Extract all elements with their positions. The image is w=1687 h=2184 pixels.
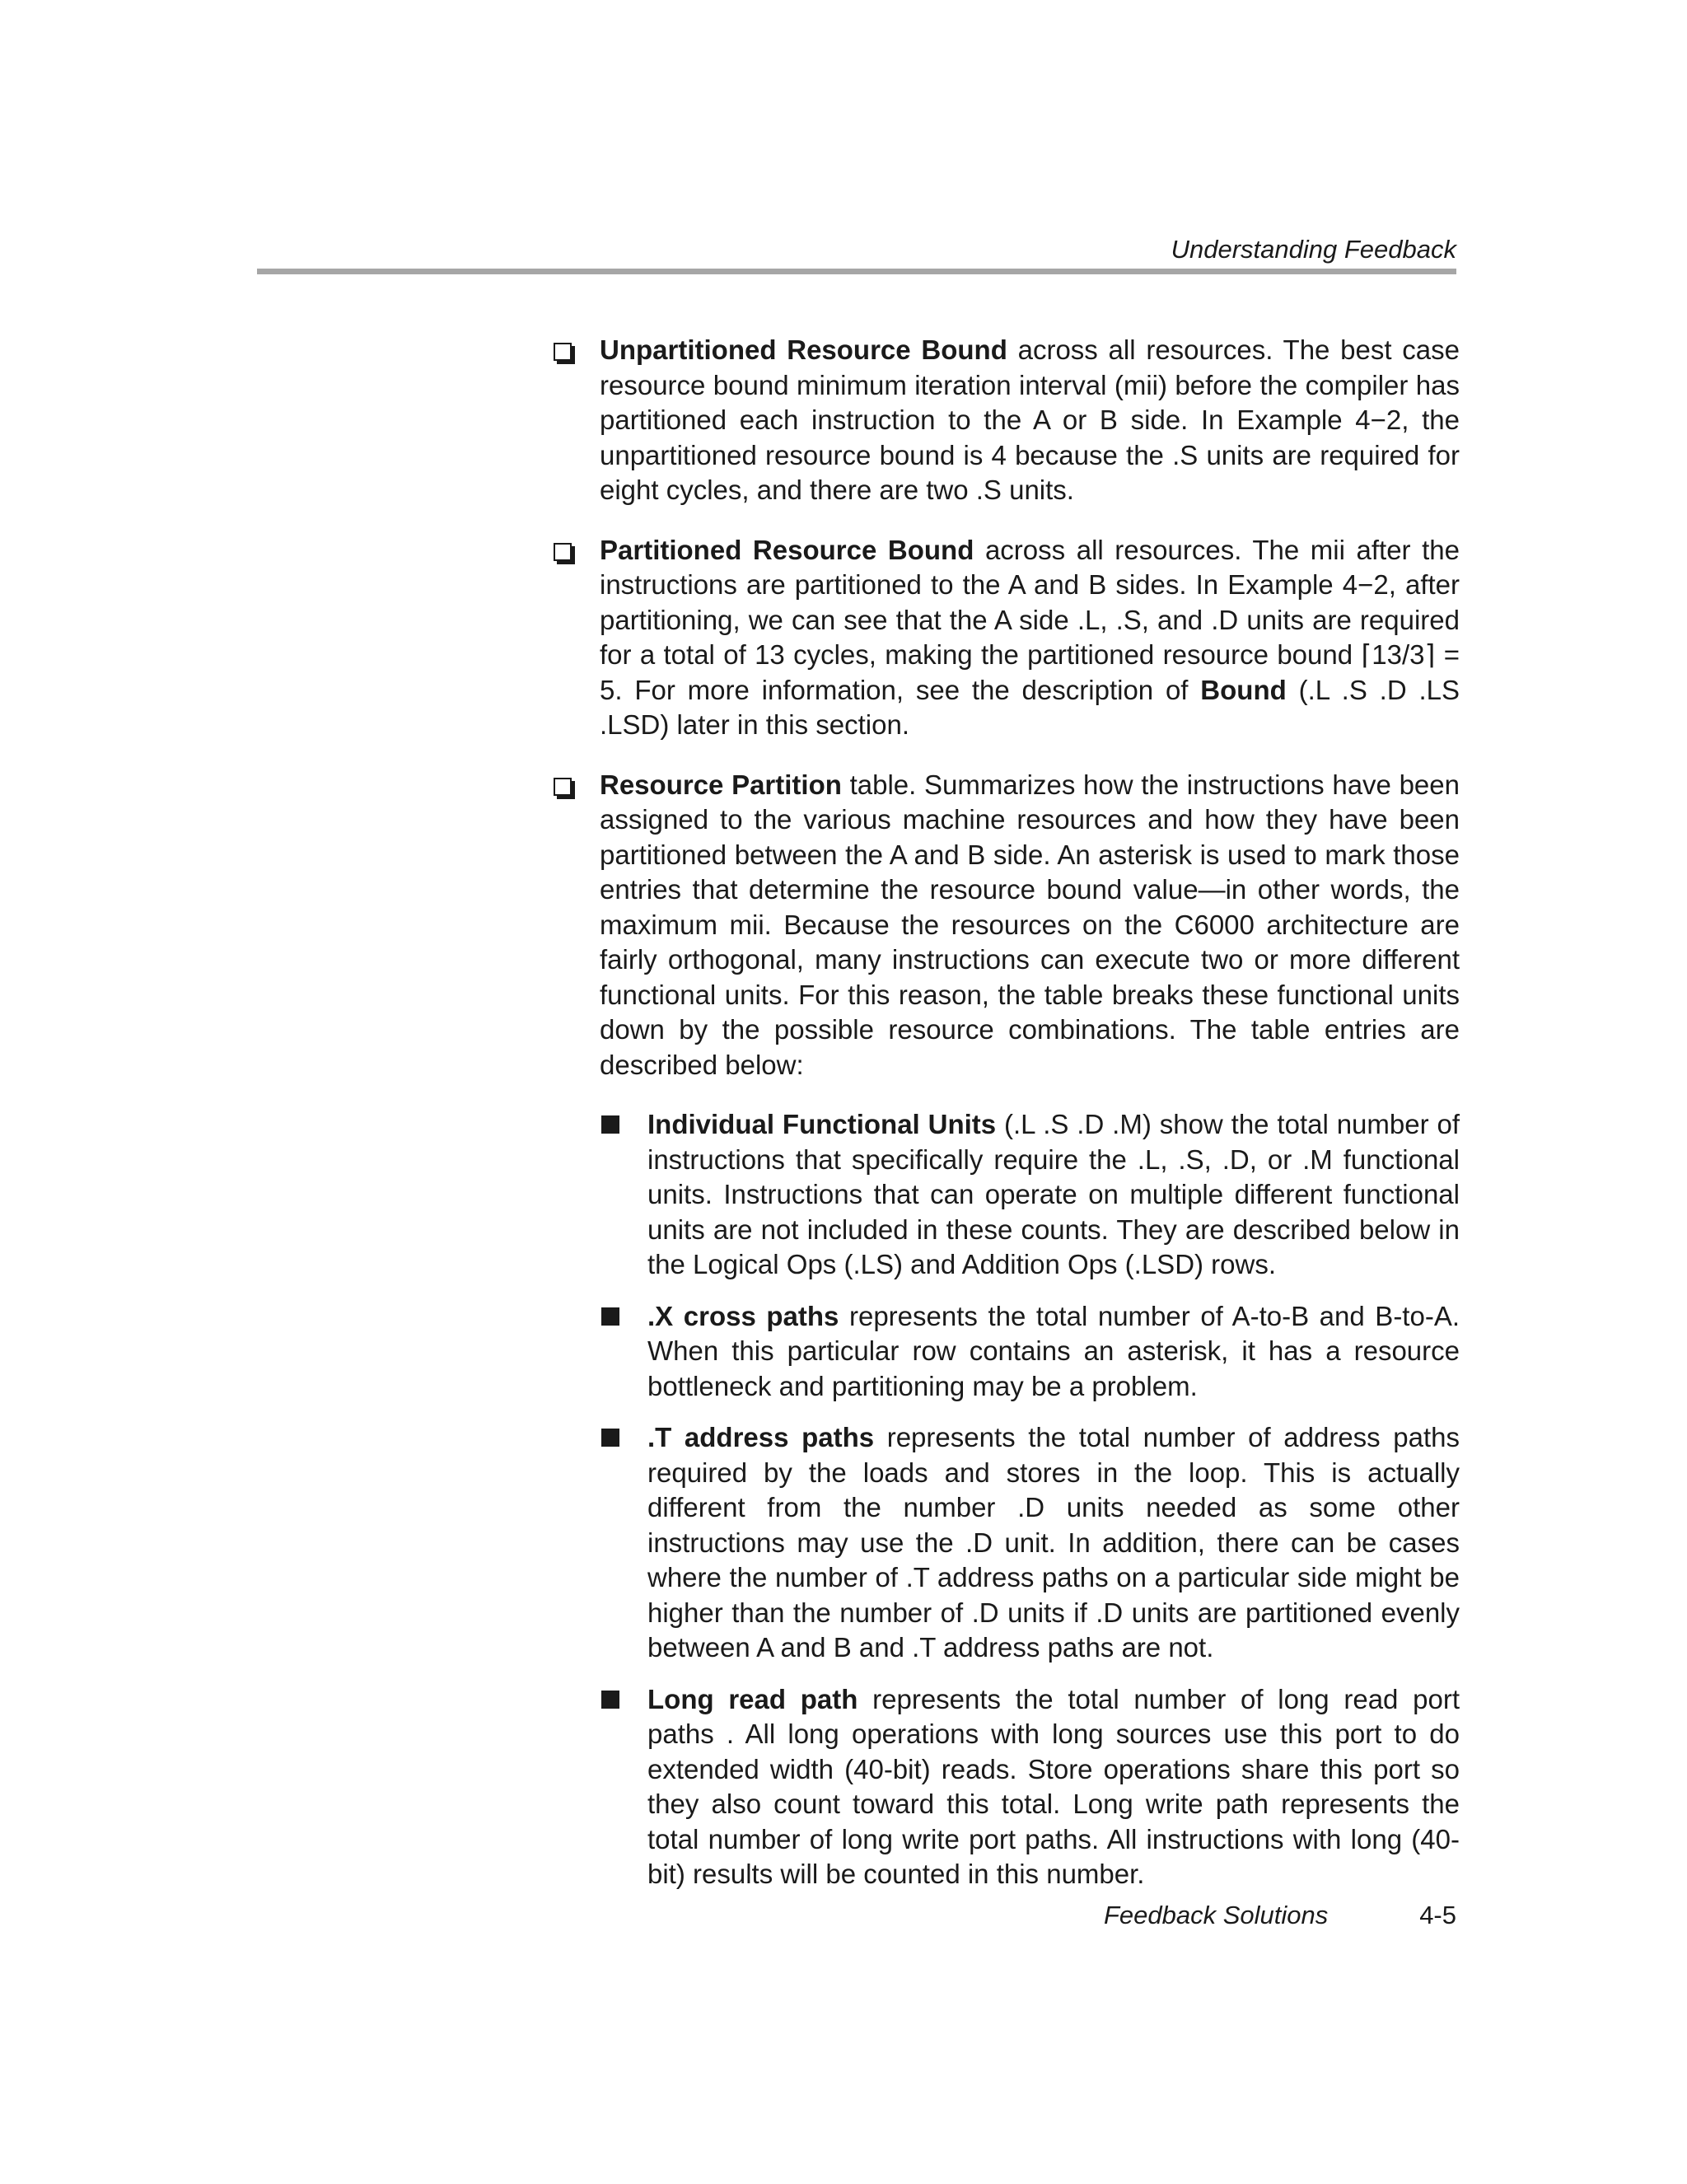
- sub-bullet-x-cross-paths: [600, 1299, 1460, 1405]
- sub-bullet-text: represents the total number of long read port paths . All long operations with long sources use this port to do extended width (40-bit) reads. Store operations share this port so they also count toward this total. Long write path represents the total number of long write port paths. All instructions with long (40-bit) results will be counted in this number.: [647, 1683, 1460, 1889]
- bullet-paragraph: [600, 768, 1460, 1083]
- bullet-text: table. Summarizes how the instructions have been assigned to the various machine resources and how they have been partitioned between the A and B side. An asterisk is used to mark those entries that determine the resource bound value—in other words, the maximum mii. Because the resources on the C6000 architecture are fairly orthogonal, many instructions can execute two or more different functional units. For this reason, the table breaks these functional units down by the possible resource combinations. The table entries are described below:: [600, 769, 1460, 1080]
- sub-bullet-paragraph: [647, 1107, 1460, 1283]
- bullet-text: across all resources. The mii after the instructions are partitioned to the A and B sides. In Example 4−2, after partitioning, we can see that the A side .L, .S, and .D units are required for a total of 13 cycles, making the partitioned resource bound ⌈13/3⌉ = 5. For more information, see the description of: [600, 534, 1460, 705]
- square-bullet-icon: [601, 1307, 619, 1326]
- bullet-resource-partition: [550, 768, 1460, 1083]
- bullet-term: Resource Partition: [600, 769, 842, 800]
- sub-bullet-list: [600, 1107, 1460, 1892]
- box-bullet-icon: [554, 778, 572, 796]
- bullet-inline-term: Bound: [1200, 674, 1287, 705]
- square-bullet-icon: [601, 1429, 619, 1447]
- sub-bullet-term: .T address paths: [647, 1422, 875, 1452]
- box-bullet-icon: [554, 343, 572, 361]
- bullet-text: across all resources. The best case resource bound minimum iteration interval (mii) before the compiler has partitioned each instruction to the A or B side. In Example 4−2, the unpartitioned resource bound is 4 because the .S units are required for eight cycles, and there are two .S units.: [600, 334, 1460, 505]
- bullet-text-after: (.L .S .D .LS .LSD) later in this section.: [600, 674, 1460, 740]
- sub-bullet-text: represents the total number of address paths required by the loads and stores in the loop. This is actually different from the number .D units needed as some other instructions may use the .D unit. In addition, there can be cases where the number of .T address paths on a particular side might be higher than the number of .D units if .D units are partitioned evenly between A and B and .T address paths are not.: [647, 1422, 1460, 1663]
- sub-bullet-paragraph: [647, 1420, 1460, 1666]
- bullet-paragraph: [600, 533, 1460, 743]
- header-rule: [257, 269, 1456, 274]
- bullet-term: Unpartitioned Resource Bound: [600, 334, 1007, 365]
- sub-bullet-paragraph: [647, 1682, 1460, 1892]
- running-header: Understanding Feedback: [1171, 235, 1456, 264]
- bullet-unpartitioned-resource-bound: [550, 333, 1460, 508]
- square-bullet-icon: [601, 1115, 619, 1134]
- bullet-partitioned-resource-bound: [550, 533, 1460, 743]
- sub-bullet-individual-functional-units: [600, 1107, 1460, 1283]
- sub-bullet-long-read-path: [600, 1682, 1460, 1892]
- footer-section-title: Feedback Solutions: [1104, 1901, 1329, 1929]
- sub-bullet-text: (.L .S .D .M) show the total number of instructions that specifically require the .L, .S, .D, or .M functional units. Instructions that can operate on multiple different functional units are not included in these counts. They are described below in the Logical Ops (.LS) and Addition Ops (.LSD) rows.: [647, 1109, 1460, 1279]
- square-bullet-icon: [601, 1691, 619, 1709]
- bullet-term: Partitioned Resource Bound: [600, 534, 974, 565]
- sub-bullet-t-address-paths: [600, 1420, 1460, 1666]
- sub-bullet-text: represents the total number of A-to-B and B-to-A. When this particular row contains an asterisk, it has a resource bottleneck and partitioning may be a problem.: [647, 1300, 1460, 1401]
- sub-bullet-term: Long read path: [647, 1683, 858, 1714]
- sub-bullet-paragraph: [647, 1299, 1460, 1405]
- bullet-paragraph: [600, 333, 1460, 508]
- footer-page-number: 4-5: [1419, 1901, 1456, 1929]
- sub-bullet-term: Individual Functional Units: [647, 1109, 997, 1139]
- main-content: [550, 333, 1460, 1909]
- box-bullet-icon: [554, 543, 572, 561]
- sub-bullet-term: .X cross paths: [647, 1300, 839, 1331]
